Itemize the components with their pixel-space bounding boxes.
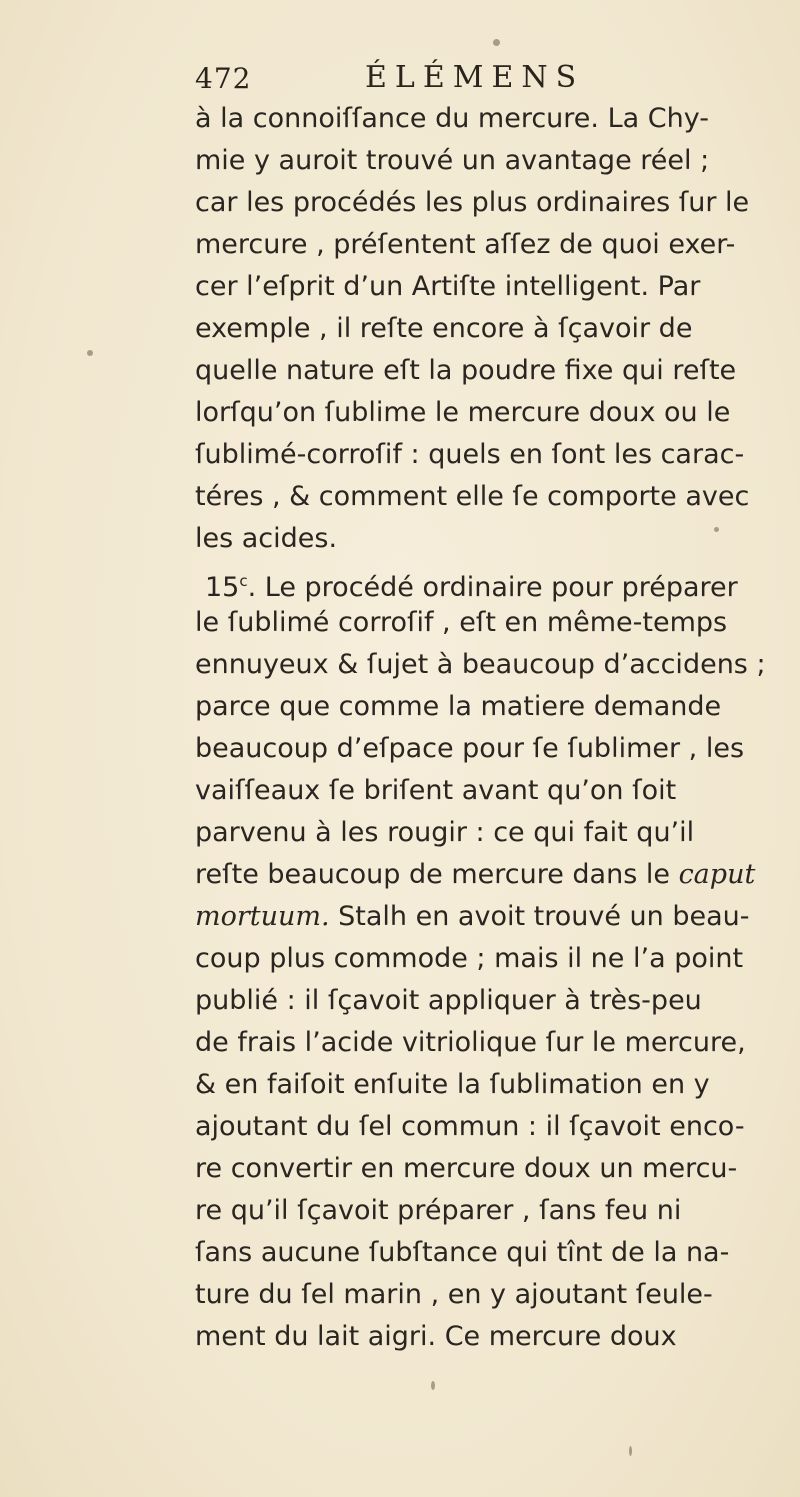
text-line: parce que comme la matiere demande (195, 691, 722, 722)
text-fragment: reſte beaucoup de mercure dans le (195, 859, 679, 890)
text-line: ment du lait aigri. Ce mercure doux (195, 1321, 677, 1352)
running-head: ÉLÉMENS (365, 60, 585, 95)
text-line: re qu’il ſçavoit préparer , ſans feu ni (195, 1195, 682, 1226)
text-line: à la connoiſſance du mercure. La Chy- (195, 103, 709, 134)
paper-speck (629, 1446, 632, 1456)
text-line: les acides. (195, 523, 338, 554)
text-line: coup plus commode ; mais il ne l’a point (195, 943, 744, 974)
text-fragment: Stalh en avoit trouvé un beau- (329, 901, 750, 932)
text-line: mie y auroit trouvé un avantage réel ; (195, 145, 710, 176)
text-line: le ſublimé corroſif , eſt en même-temps (195, 607, 728, 638)
paragraph-number: 15 (205, 572, 240, 603)
text-line: & en faiſoit enſuite la ſublimation en y (195, 1069, 710, 1100)
text-line: ajoutant du ſel commun : il ſçavoit enco- (195, 1111, 745, 1142)
text-line: beaucoup d’eſpace pour ſe ſublimer , les (195, 733, 745, 764)
paragraph-superscript: c (239, 572, 248, 590)
text-line: ture du ſel marin , en y ajoutant ſeule- (195, 1279, 713, 1310)
page-header (195, 50, 755, 100)
italic-term: mortuum. (195, 901, 330, 932)
paper-speck (714, 527, 719, 532)
text-line: parvenu à les rougir : ce qui fait qu’il (195, 817, 695, 848)
text-line: exemple , il reſte encore à ſçavoir de (195, 313, 693, 344)
text-line: cer l’eſprit d’un Artiſte intelligent. Par (195, 271, 701, 302)
text-line: publié : il ſçavoit appliquer à très-peu (195, 985, 702, 1016)
text-fragment: . Le procédé ordinaire pour préparer (247, 572, 738, 603)
italic-term: caput (678, 859, 756, 890)
paper-speck (87, 350, 93, 356)
paragraph-start-line (205, 562, 738, 603)
paper-speck (493, 39, 500, 46)
text-line: re convertir en mercure doux un mercu- (195, 1153, 738, 1184)
text-line: de frais l’acide vitriolique ſur le mercure, (195, 1027, 746, 1058)
text-line: quelle nature eſt la poudre fixe qui reſte (195, 355, 737, 386)
text-line: car les procédés les plus ordinaires ſur le (195, 187, 750, 218)
text-line: mercure , préſentent aſſez de quoi exer- (195, 229, 736, 260)
text-line: lorſqu’on ſublime le mercure doux ou le (195, 397, 731, 428)
paper-speck (431, 1381, 435, 1390)
text-line: ennuyeux & ſujet à beaucoup d’accidens ; (195, 649, 766, 680)
text-line: téres , & comment elle ſe comporte avec (195, 481, 750, 512)
text-line-with-italic (195, 898, 750, 936)
text-line-with-italic (195, 856, 755, 894)
text-line: ſans aucune ſubſtance qui tînt de la na- (195, 1237, 730, 1268)
page-number: 472 (195, 62, 252, 95)
text-line: vaiſſeaux ſe briſent avant qu’on ſoit (195, 775, 677, 806)
text-line: ſublimé-corroſif : quels en ſont les carac- (195, 439, 745, 470)
